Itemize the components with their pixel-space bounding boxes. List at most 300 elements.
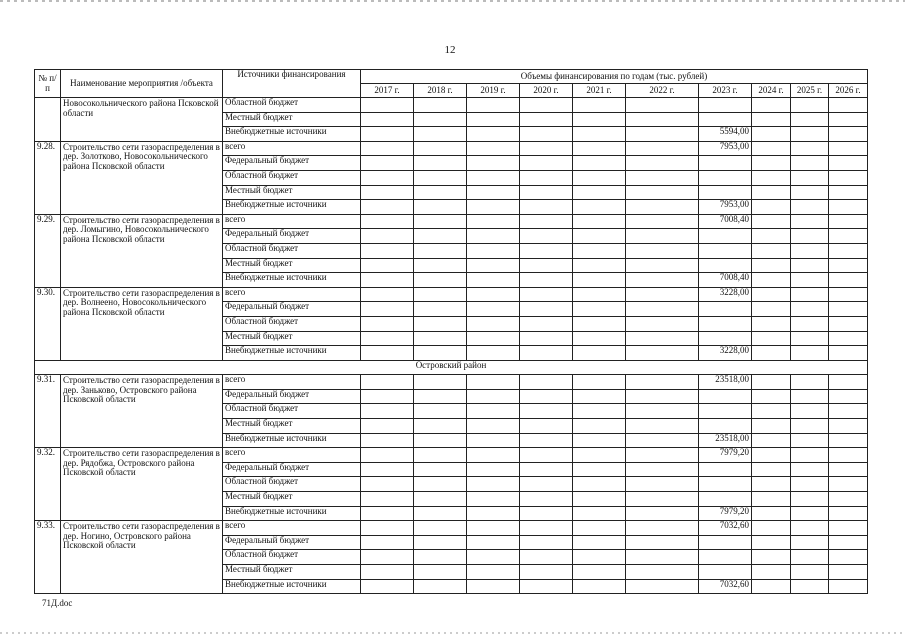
value-cell (361, 98, 414, 113)
value-cell (699, 550, 752, 565)
value-cell (791, 229, 829, 244)
value-cell (573, 98, 626, 113)
value-cell (520, 316, 573, 331)
value-cell (467, 389, 520, 404)
value-cell (791, 258, 829, 273)
source-label: Федеральный бюджет (223, 535, 361, 550)
value-cell (829, 375, 868, 390)
source-label: Внебюджетные источники (223, 579, 361, 594)
value-cell (467, 243, 520, 258)
value-cell (361, 243, 414, 258)
value-cell (699, 331, 752, 346)
value-cell (467, 316, 520, 331)
value-cell (520, 346, 573, 361)
value-cell (752, 550, 791, 565)
value-cell (829, 389, 868, 404)
value-cell (626, 141, 699, 156)
source-label: всего (223, 214, 361, 229)
value-cell (520, 229, 573, 244)
value-cell (573, 127, 626, 142)
source-label: Местный бюджет (223, 492, 361, 507)
value-cell (829, 550, 868, 565)
value-cell (467, 331, 520, 346)
value-cell (573, 419, 626, 434)
value-cell (361, 492, 414, 507)
source-label: Областной бюджет (223, 98, 361, 113)
scan-edge-top (0, 0, 905, 2)
value-cell (467, 535, 520, 550)
header-year: 2021 г. (573, 84, 626, 98)
value-cell (791, 273, 829, 288)
item-name: Строительство сети газораспределения в дер. Заньково, Островского района Псковской области (61, 375, 223, 448)
value-cell (520, 214, 573, 229)
value-cell (520, 550, 573, 565)
value-cell (626, 287, 699, 302)
value-cell (467, 141, 520, 156)
value-cell (626, 98, 699, 113)
value-cell (752, 506, 791, 521)
value-cell (791, 419, 829, 434)
value-cell (699, 462, 752, 477)
header-source: Источники финансирования (223, 70, 361, 98)
value-cell (520, 112, 573, 127)
value-cell (626, 565, 699, 580)
value-cell (791, 579, 829, 594)
value-cell (467, 462, 520, 477)
value-cell (520, 258, 573, 273)
value-cell (414, 316, 467, 331)
value-cell (829, 462, 868, 477)
value-cell (626, 331, 699, 346)
value-cell (467, 127, 520, 142)
item-name: Строительство сети газораспределения в дер. Золотково, Новосокольнического района Псковской области (61, 141, 223, 214)
value-cell (829, 477, 868, 492)
value-cell (467, 375, 520, 390)
value-cell (791, 477, 829, 492)
value-cell (414, 273, 467, 288)
value-cell (752, 302, 791, 317)
header-year: 2022 г. (626, 84, 699, 98)
value-cell: 7953,00 (699, 141, 752, 156)
value-cell (520, 243, 573, 258)
item-name: Строительство сети газораспределения в дер. Ногино, Островского района Псковской области (61, 521, 223, 594)
value-cell (520, 200, 573, 215)
value-cell (752, 331, 791, 346)
value-cell (699, 404, 752, 419)
value-cell (414, 141, 467, 156)
value-cell (829, 565, 868, 580)
value-cell (752, 346, 791, 361)
value-cell (467, 214, 520, 229)
source-label: Местный бюджет (223, 185, 361, 200)
page-number: 12 (444, 44, 456, 56)
value-cell (791, 448, 829, 463)
value-cell (414, 214, 467, 229)
value-cell (829, 404, 868, 419)
value-cell (626, 448, 699, 463)
value-cell (573, 170, 626, 185)
source-label: Внебюджетные источники (223, 433, 361, 448)
value-cell (467, 200, 520, 215)
item-number: 9.33. (35, 521, 61, 594)
value-cell (699, 229, 752, 244)
value-cell (467, 404, 520, 419)
item-number: 9.31. (35, 375, 61, 448)
value-cell (467, 185, 520, 200)
value-cell (829, 535, 868, 550)
value-cell (414, 433, 467, 448)
value-cell (361, 433, 414, 448)
value-cell (752, 389, 791, 404)
value-cell (414, 506, 467, 521)
value-cell (467, 579, 520, 594)
value-cell (573, 346, 626, 361)
value-cell (467, 521, 520, 536)
source-label: Внебюджетные источники (223, 200, 361, 215)
header-year: 2023 г. (699, 84, 752, 98)
item-number (35, 98, 61, 142)
value-cell (791, 375, 829, 390)
value-cell (752, 565, 791, 580)
value-cell (626, 404, 699, 419)
value-cell: 7032,60 (699, 579, 752, 594)
value-cell (752, 287, 791, 302)
value-cell (361, 156, 414, 171)
value-cell (414, 375, 467, 390)
value-cell (361, 346, 414, 361)
value-cell (467, 550, 520, 565)
value-cell (626, 535, 699, 550)
value-cell (414, 200, 467, 215)
source-label: всего (223, 521, 361, 536)
value-cell (573, 141, 626, 156)
value-cell (467, 170, 520, 185)
source-label: Федеральный бюджет (223, 389, 361, 404)
value-cell (361, 229, 414, 244)
value-cell (573, 404, 626, 419)
value-cell (791, 302, 829, 317)
value-cell (752, 127, 791, 142)
value-cell (829, 273, 868, 288)
value-cell (414, 243, 467, 258)
value-cell (414, 419, 467, 434)
value-cell (414, 302, 467, 317)
header-year: 2017 г. (361, 84, 414, 98)
source-label: Внебюджетные источники (223, 506, 361, 521)
value-cell (361, 170, 414, 185)
value-cell (699, 243, 752, 258)
value-cell (791, 389, 829, 404)
value-cell (414, 98, 467, 113)
value-cell (752, 492, 791, 507)
value-cell: 7979,20 (699, 448, 752, 463)
value-cell (573, 375, 626, 390)
value-cell (626, 506, 699, 521)
value-cell (626, 579, 699, 594)
value-cell (791, 243, 829, 258)
value-cell: 23518,00 (699, 375, 752, 390)
district-label: Островский район (35, 360, 868, 375)
value-cell (361, 258, 414, 273)
value-cell (361, 404, 414, 419)
value-cell (791, 492, 829, 507)
value-cell (573, 579, 626, 594)
value-cell (467, 287, 520, 302)
value-cell (361, 141, 414, 156)
value-cell (791, 506, 829, 521)
value-cell (573, 243, 626, 258)
value-cell (752, 462, 791, 477)
table-row (35, 448, 868, 463)
value-cell (626, 112, 699, 127)
value-cell (829, 127, 868, 142)
source-label: Федеральный бюджет (223, 229, 361, 244)
header-name: Наименование мероприятия /объекта (61, 70, 223, 98)
value-cell (752, 200, 791, 215)
value-cell (361, 185, 414, 200)
source-label: Местный бюджет (223, 112, 361, 127)
item-number: 9.29. (35, 214, 61, 287)
table-row (35, 141, 868, 156)
value-cell (791, 316, 829, 331)
item-name: Новосокольнического района Псковской области (61, 98, 223, 142)
value-cell (626, 200, 699, 215)
value-cell (361, 579, 414, 594)
value-cell (520, 448, 573, 463)
value-cell (573, 287, 626, 302)
value-cell (520, 535, 573, 550)
value-cell (752, 229, 791, 244)
value-cell (467, 112, 520, 127)
value-cell (791, 141, 829, 156)
value-cell (752, 214, 791, 229)
value-cell (752, 170, 791, 185)
value-cell (467, 229, 520, 244)
value-cell (752, 477, 791, 492)
value-cell (361, 389, 414, 404)
item-number: 9.28. (35, 141, 61, 214)
value-cell (752, 579, 791, 594)
item-name: Строительство сети газораспределения в дер. Рядобжа, Островского района Псковской области (61, 448, 223, 521)
value-cell (467, 273, 520, 288)
value-cell (626, 316, 699, 331)
value-cell (361, 535, 414, 550)
value-cell (467, 477, 520, 492)
value-cell (361, 565, 414, 580)
value-cell (361, 419, 414, 434)
value-cell (752, 316, 791, 331)
value-cell (414, 477, 467, 492)
value-cell (467, 433, 520, 448)
value-cell (573, 273, 626, 288)
value-cell (361, 448, 414, 463)
value-cell (791, 404, 829, 419)
value-cell (520, 521, 573, 536)
value-cell (752, 112, 791, 127)
value-cell (829, 200, 868, 215)
value-cell (467, 565, 520, 580)
value-cell (520, 156, 573, 171)
value-cell (361, 200, 414, 215)
value-cell (520, 433, 573, 448)
value-cell: 7979,20 (699, 506, 752, 521)
value-cell (829, 170, 868, 185)
value-cell (467, 302, 520, 317)
value-cell (573, 185, 626, 200)
value-cell (791, 535, 829, 550)
value-cell (626, 375, 699, 390)
value-cell (791, 565, 829, 580)
value-cell (791, 462, 829, 477)
value-cell (699, 316, 752, 331)
item-number: 9.30. (35, 287, 61, 360)
value-cell (626, 521, 699, 536)
value-cell (829, 579, 868, 594)
value-cell (467, 346, 520, 361)
header-year: 2019 г. (467, 84, 520, 98)
value-cell (699, 185, 752, 200)
value-cell (414, 229, 467, 244)
value-cell (573, 331, 626, 346)
value-cell (573, 462, 626, 477)
value-cell (361, 112, 414, 127)
item-name: Строительство сети газораспределения в дер. Ломыгино, Новосокольнического района Псковской области (61, 214, 223, 287)
value-cell (699, 258, 752, 273)
source-label: Внебюджетные источники (223, 273, 361, 288)
value-cell (573, 477, 626, 492)
value-cell (520, 419, 573, 434)
source-label: Местный бюджет (223, 331, 361, 346)
value-cell (829, 156, 868, 171)
table-row (35, 521, 868, 536)
value-cell (414, 521, 467, 536)
value-cell (414, 127, 467, 142)
value-cell (520, 389, 573, 404)
value-cell (626, 273, 699, 288)
value-cell (520, 185, 573, 200)
value-cell (573, 535, 626, 550)
value-cell (626, 170, 699, 185)
value-cell (520, 565, 573, 580)
source-label: всего (223, 448, 361, 463)
value-cell (626, 462, 699, 477)
value-cell (361, 331, 414, 346)
value-cell (791, 433, 829, 448)
value-cell (752, 448, 791, 463)
value-cell (414, 535, 467, 550)
value-cell (626, 302, 699, 317)
value-cell (829, 185, 868, 200)
header-year: 2024 г. (752, 84, 791, 98)
value-cell (573, 112, 626, 127)
value-cell: 5594,00 (699, 127, 752, 142)
value-cell (829, 492, 868, 507)
value-cell (829, 433, 868, 448)
value-cell (573, 565, 626, 580)
value-cell (699, 492, 752, 507)
value-cell (414, 550, 467, 565)
value-cell (361, 477, 414, 492)
value-cell (520, 127, 573, 142)
table-row (35, 375, 868, 390)
source-label: Местный бюджет (223, 565, 361, 580)
value-cell (414, 492, 467, 507)
value-cell (414, 170, 467, 185)
district-row (35, 360, 868, 375)
value-cell (626, 389, 699, 404)
value-cell (414, 565, 467, 580)
value-cell (626, 477, 699, 492)
item-name: Строительство сети газораспределения в дер. Волнеено, Новосокольнического района Псковской области (61, 287, 223, 360)
value-cell (829, 316, 868, 331)
value-cell (829, 302, 868, 317)
value-cell (414, 331, 467, 346)
value-cell (791, 346, 829, 361)
value-cell (414, 112, 467, 127)
table-row (35, 214, 868, 229)
value-cell: 23518,00 (699, 433, 752, 448)
value-cell (520, 579, 573, 594)
value-cell (414, 258, 467, 273)
value-cell (361, 127, 414, 142)
value-cell (626, 229, 699, 244)
value-cell (752, 243, 791, 258)
value-cell (791, 550, 829, 565)
value-cell (752, 141, 791, 156)
value-cell (699, 419, 752, 434)
value-cell (699, 535, 752, 550)
header-num: № п/п (35, 70, 61, 98)
value-cell (467, 419, 520, 434)
value-cell (699, 156, 752, 171)
value-cell (573, 389, 626, 404)
value-cell (829, 331, 868, 346)
header-year: 2025 г. (791, 84, 829, 98)
value-cell (626, 243, 699, 258)
value-cell (361, 302, 414, 317)
value-cell (699, 98, 752, 113)
value-cell (414, 389, 467, 404)
value-cell (752, 273, 791, 288)
value-cell (626, 185, 699, 200)
value-cell (626, 433, 699, 448)
value-cell (829, 287, 868, 302)
source-label: Областной бюджет (223, 477, 361, 492)
value-cell (791, 287, 829, 302)
value-cell (467, 448, 520, 463)
value-cell (752, 258, 791, 273)
source-label: Внебюджетные источники (223, 127, 361, 142)
value-cell (626, 550, 699, 565)
value-cell (829, 521, 868, 536)
value-cell (626, 127, 699, 142)
value-cell (699, 112, 752, 127)
value-cell (520, 273, 573, 288)
source-label: Областной бюджет (223, 404, 361, 419)
value-cell (520, 404, 573, 419)
value-cell (520, 462, 573, 477)
source-label: Областной бюджет (223, 550, 361, 565)
value-cell (791, 112, 829, 127)
value-cell (414, 579, 467, 594)
value-cell (752, 98, 791, 113)
value-cell (829, 258, 868, 273)
value-cell (573, 200, 626, 215)
value-cell (829, 243, 868, 258)
value-cell (414, 462, 467, 477)
value-cell (573, 506, 626, 521)
table-row (35, 287, 868, 302)
